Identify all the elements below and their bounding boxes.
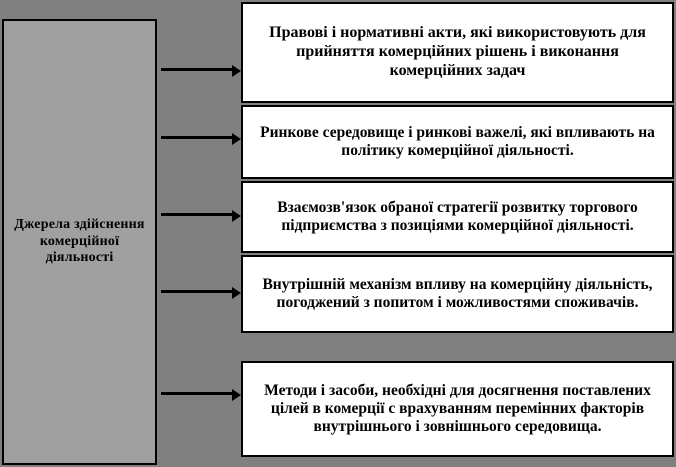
diagram-box-1-label: Правові і нормативні акти, які використовують для прийняття комерційних рішень і виконання комерційних задач [269,24,646,79]
diagram-box-4 [241,255,674,333]
diagram-box-5-label: Методи і засоби, необхідні для досягнення поставлених цілей в комерції с врахуванням перемінних факторів внутрішнього і зовнішнього середовища. [264,381,651,436]
diagram-box-5 [241,361,674,457]
diagram-box-2 [241,105,674,179]
diagram-box-3-label: Взаємозв'язок обраної стратегії розвитку торгового підприємства з позиціями комерційної діяльності. [277,198,638,234]
arrow-connector-2 [161,136,232,139]
arrow-connector-1 [161,68,232,71]
arrow-connector-5 [161,392,232,395]
source-node-label: Джерела здійснення комерційної діяльності [14,217,145,266]
diagram-box-3 [241,181,674,253]
diagram-box-1 [241,2,674,103]
diagram-box-4-label: Внутрішній механізм впливу на комерційну діяльність, погоджений з попитом і можливостями споживачів. [262,275,653,311]
diagram-box-2-label: Ринкове середовище і ринкові важелі, які впливають на політику комерційної діяльності. [260,123,655,159]
source-node [2,19,157,465]
arrow-connector-3 [161,213,232,216]
arrow-connector-4 [161,290,232,293]
